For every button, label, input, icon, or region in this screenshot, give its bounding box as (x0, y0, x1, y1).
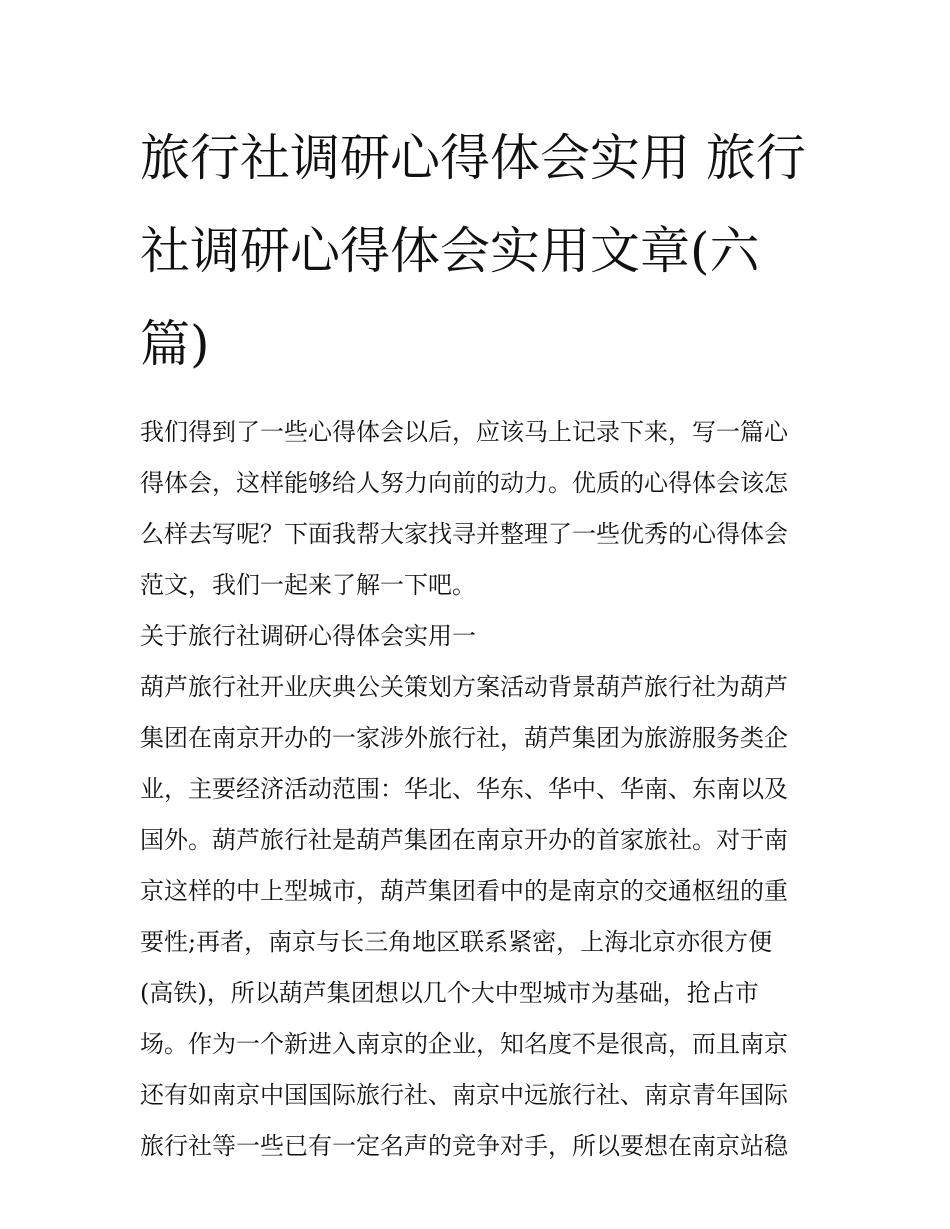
body-line-4: 国外。葫芦旅行社是葫芦集团在南京开办的首家旅社。对于南 (140, 826, 788, 854)
title-line-1: 旅行社调研心得体会实用 旅行 (140, 129, 806, 187)
intro-line-4: 范文，我们一起来了解一下吧。 (140, 571, 476, 599)
body-line-1: 葫芦旅行社开业庆典公关策划方案活动背景葫芦旅行社为葫芦 (140, 673, 788, 701)
document-body (140, 407, 816, 1172)
body-line-7: (高铁)，所以葫芦集团想以几个大中型城市为基础，抢占市 (140, 979, 759, 1007)
body-line-6: 要性;再者，南京与长三角地区联系紧密，上海北京亦很方便 (140, 928, 773, 956)
intro-line-2: 得体会，这样能够给人努力向前的动力。优质的心得体会该怎 (140, 469, 788, 497)
intro-line-3: 么样去写呢？下面我帮大家找寻并整理了一些优秀的心得体会 (140, 520, 788, 548)
body-line-3: 业，主要经济活动范围：华北、华东、华中、华南、东南以及 (140, 775, 788, 803)
body-line-9: 还有如南京中国国际旅行社、南京中远旅行社、南京青年国际 (140, 1081, 788, 1109)
body-line-10: 旅行社等一些已有一定名声的竞争对手，所以要想在南京站稳 (140, 1132, 788, 1160)
section-heading (140, 611, 816, 662)
body-line-8: 场。作为一个新进入南京的企业，知名度不是很高，而且南京 (140, 1030, 788, 1058)
body-paragraph (140, 662, 816, 1172)
document-content (140, 112, 816, 1172)
section-heading-text: 关于旅行社调研心得体会实用一 (140, 622, 476, 650)
body-line-5: 京这样的中上型城市，葫芦集团看中的是南京的交通枢纽的重 (140, 877, 788, 905)
title-line-3: 篇) (140, 315, 210, 373)
intro-line-1: 我们得到了一些心得体会以后，应该马上记录下来，写一篇心 (140, 418, 788, 446)
document-title (140, 112, 816, 391)
intro-paragraph (140, 407, 816, 611)
body-line-2: 集团在南京开办的一家涉外旅行社，葫芦集团为旅游服务类企 (140, 724, 788, 752)
title-line-2: 社调研心得体会实用文章(六 (140, 222, 760, 280)
